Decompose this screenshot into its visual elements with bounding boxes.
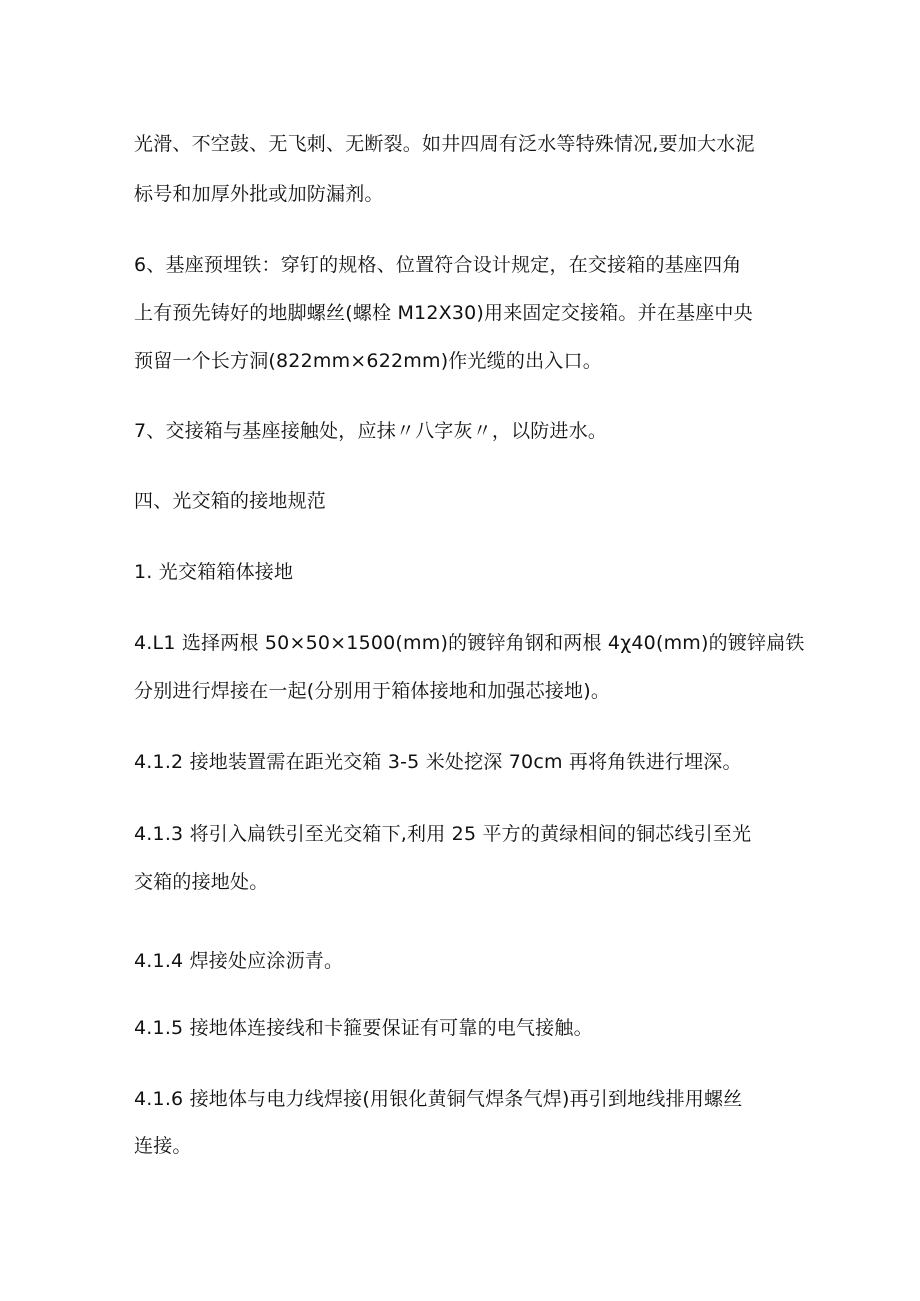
subsection-heading: 1. 光交箱箱体接地	[134, 561, 294, 583]
text-line: 4.1.2 接地装置需在距光交箱 3-5 米处挖深 70cm 再将角铁进行埋深。	[134, 751, 742, 773]
text-line: 4.1.5 接地体连接线和卡箍要保证有可靠的电气接触。	[134, 1017, 593, 1039]
text-line: 光滑、不空鼓、无飞刺、无断裂。如井四周有泛水等特殊情况,要加大水泥	[134, 133, 755, 155]
section-heading: 四、光交箱的接地规范	[134, 490, 327, 512]
text-line: 4.1.3 将引入扁铁引至光交箱下,利用 25 平方的黄绿相间的铜芯线引至光	[134, 823, 752, 845]
text-line: 标号和加厚外批或加防漏剂。	[134, 183, 384, 205]
text-line: 连接。	[134, 1135, 192, 1157]
text-line: 交箱的接地处。	[134, 871, 269, 893]
text-line: 上有预先铸好的地脚螺丝(螺栓 M12X30)用来固定交接箱。并在基座中央	[134, 302, 753, 324]
text-line: 4.1.6 接地体与电力线焊接(用银化黄铜气焊条气焊)再引到地线排用螺丝	[134, 1088, 743, 1110]
text-line: 4.L1 选择两根 50×50×1500(mm)的镀锌角钢和两根 4χ40(mm)的镀锌扁铁	[134, 632, 805, 654]
text-line: 分别进行焊接在一起(分别用于箱体接地和加强芯接地)。	[134, 680, 611, 702]
text-line: 预留一个长方洞(822mm×622mm)作光缆的出入口。	[134, 350, 602, 372]
text-line: 4.1.4 焊接处应涂沥青。	[134, 950, 344, 972]
text-line: 6、基座预埋铁：穿钉的规格、位置符合设计规定，在交接箱的基座四角	[134, 254, 742, 276]
text-line: 7、交接箱与基座接触处，应抹〃八字灰〃，以防进水。	[134, 420, 608, 442]
